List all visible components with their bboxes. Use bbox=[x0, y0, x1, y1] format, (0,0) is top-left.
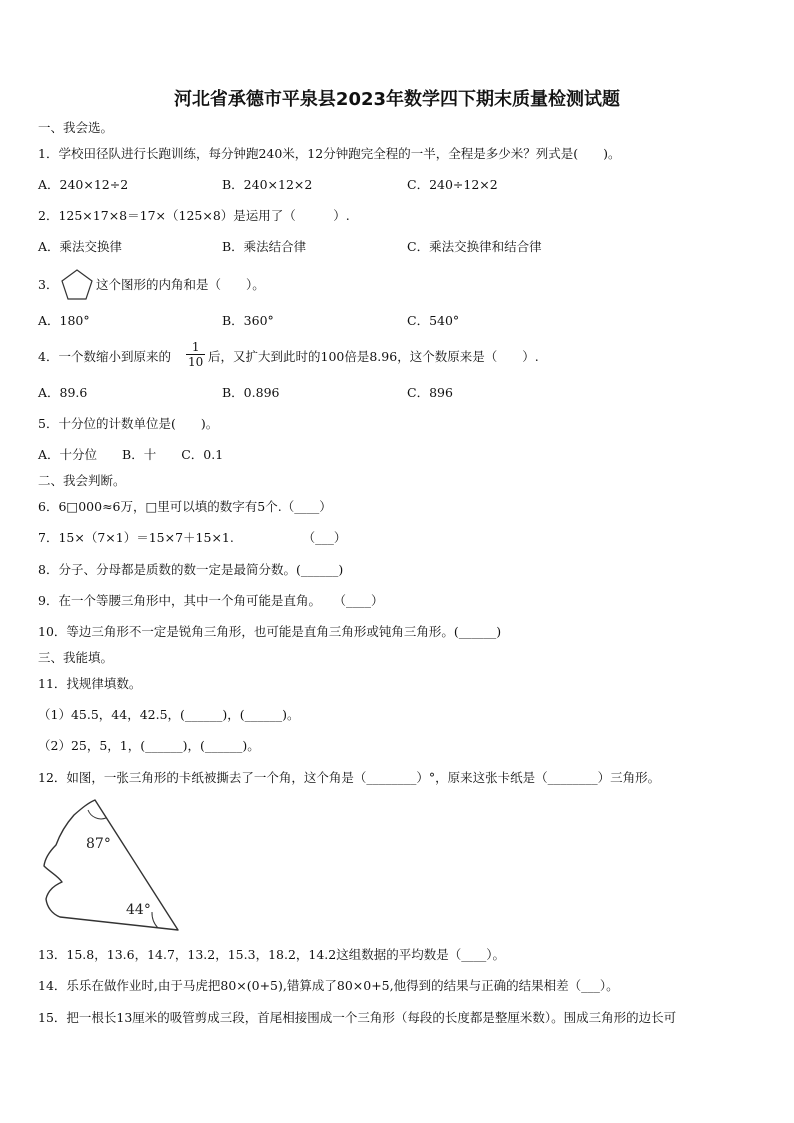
question-2: 2．125×17×8＝17×（125×8）是运用了（ ）. bbox=[38, 208, 350, 223]
q4-option-c: C．896 bbox=[407, 385, 453, 400]
angle-label-87: 87° bbox=[86, 836, 111, 852]
fraction-one-tenth bbox=[186, 340, 205, 369]
question-11-part-1: （1）45.5，44，42.5，(______)，(______)。 bbox=[38, 707, 300, 722]
question-15: 15．把一根长13厘米的吸管剪成三段，首尾相接围成一个三角形（每段的长度都是整厘米数）。围成三角形的边长可 bbox=[38, 1010, 677, 1025]
fraction-numerator: 1 bbox=[186, 340, 205, 355]
question-14: 14．乐乐在做作业时,由于马虎把80×(0+5),错算成了80×0+5,他得到的结果与正确的结果相差（___）。 bbox=[38, 978, 619, 993]
question-6: 6．6□000≈6万，□里可以填的数字有5个.（____） bbox=[38, 499, 332, 514]
q2-option-a: A．乘法交换律 bbox=[38, 239, 123, 254]
question-5: 5．十分位的计数单位是( )。 bbox=[38, 416, 219, 431]
question-10: 10．等边三角形不一定是锐角三角形，也可能是直角三角形或钝角三角形。(______) bbox=[38, 624, 502, 639]
question-4-pre: 4．一个数缩小到原来的 bbox=[38, 349, 171, 364]
question-13: 13．15.8，13.6，14.7，13.2，15.3，18.2，14.2这组数据的平均数是（____）。 bbox=[38, 947, 505, 962]
question-7: 7．15×（7×1）＝15×7＋15×1. （___） bbox=[38, 530, 347, 545]
question-1: 1．学校田径队进行长跑训练，每分钟跑240米，12分钟跑完全程的一半，全程是多少米？列式是( )。 bbox=[38, 146, 621, 161]
question-3: 这个图形的内角和是（ ）。 bbox=[96, 277, 265, 292]
section-heading-2: 二、我会判断。 bbox=[38, 473, 126, 488]
question-12: 12．如图，一张三角形的卡纸被撕去了一个角，这个角是（________）°，原来这张卡纸是（________）三角形。 bbox=[38, 770, 661, 785]
angle-label-44: 44° bbox=[126, 902, 151, 918]
section-heading-1: 一、我会选。 bbox=[38, 120, 114, 135]
question-8: 8．分子、分母都是质数的数一定是最简分数。(______) bbox=[38, 562, 344, 577]
q5-options: A．十分位 B．十 C．0.1 bbox=[38, 447, 224, 462]
torn-triangle-figure bbox=[40, 796, 185, 936]
question-11: 11．找规律填数。 bbox=[38, 676, 142, 691]
q3-option-a: A．180° bbox=[38, 313, 90, 328]
q1-option-a: A．240×12÷2 bbox=[38, 177, 129, 192]
page-title: 河北省承德市平泉县2023年数学四下期末质量检测试题 bbox=[173, 89, 621, 110]
q2-option-c: C．乘法交换律和结合律 bbox=[407, 239, 542, 254]
fraction-denominator: 10 bbox=[188, 355, 204, 369]
pentagon-figure bbox=[60, 268, 94, 302]
question-11-part-2: （2）25，5，1，(______)，(______)。 bbox=[38, 738, 260, 753]
q4-option-a: A．89.6 bbox=[38, 385, 88, 400]
q1-option-c: C．240÷12×2 bbox=[407, 177, 498, 192]
q2-option-b: B．乘法结合律 bbox=[222, 239, 307, 254]
q1-option-b: B．240×12×2 bbox=[222, 177, 313, 192]
q3-option-b: B．360° bbox=[222, 313, 274, 328]
section-heading-3: 三、我能填。 bbox=[38, 650, 114, 665]
q3-option-c: C．540° bbox=[407, 313, 460, 328]
question-3-number: 3． bbox=[38, 277, 59, 292]
question-9: 9．在一个等腰三角形中，其中一个角可能是直角。 （____） bbox=[38, 593, 384, 608]
q4-option-b: B．0.896 bbox=[222, 385, 280, 400]
question-4-post: 后，又扩大到此时的100倍是8.96，这个数原来是（ ）. bbox=[208, 349, 539, 364]
